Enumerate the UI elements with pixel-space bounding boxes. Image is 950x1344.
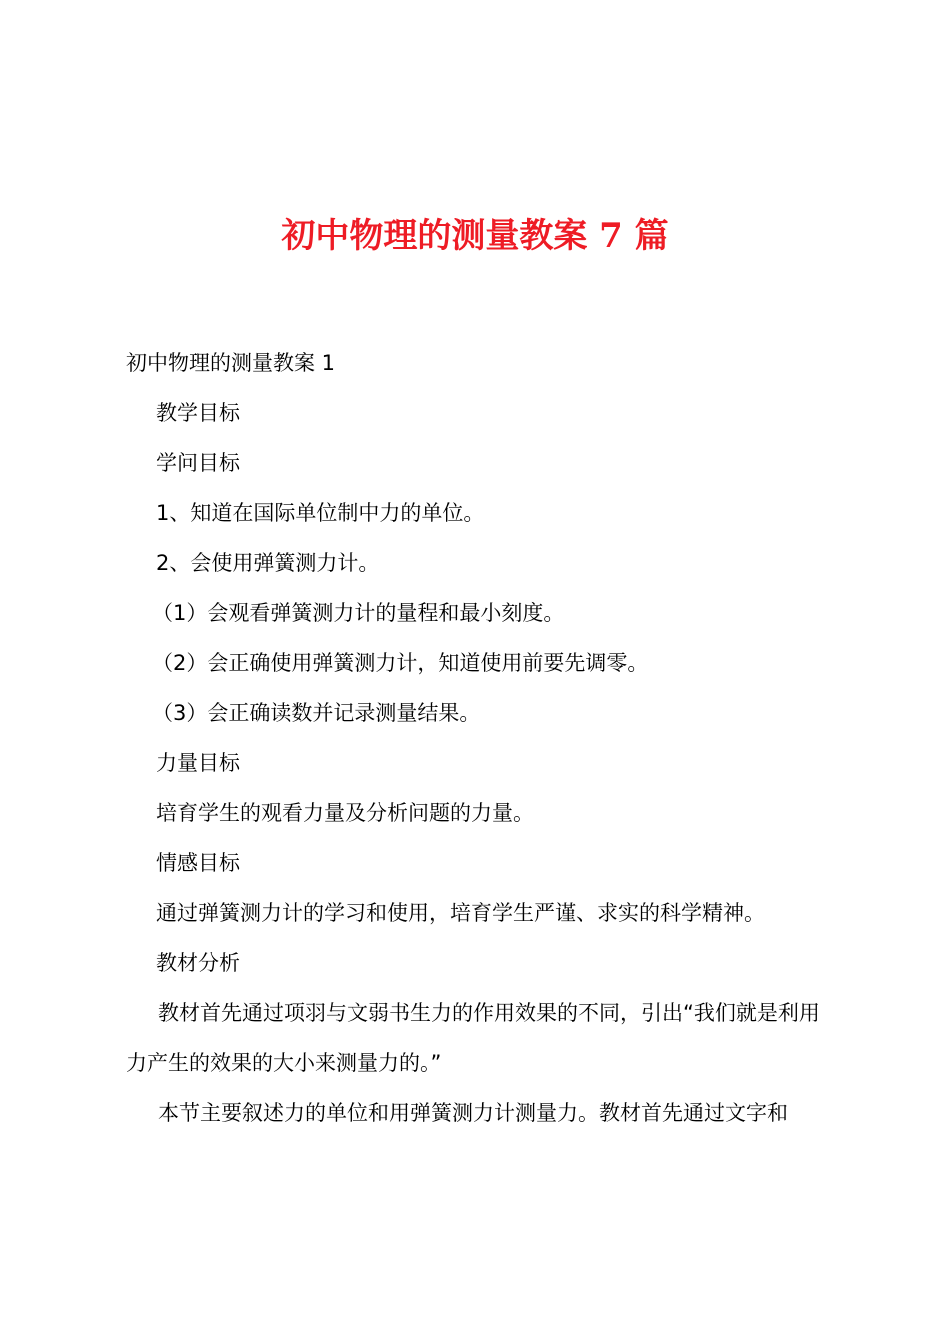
section-heading: 初中物理的测量教案 1 [126,351,336,375]
body-paragraph: 通过弹簧测力计的学习和使用，培育学生严谨、求实的科学精神。 [156,901,765,925]
list-item: 1、知道在国际单位制中力的单位。 [156,501,485,525]
body-paragraph: 培育学生的观看力量及分析问题的力量。 [156,801,534,825]
list-sub-item: （2）会正确使用弹簧测力计，知道使用前要先调零。 [152,651,649,675]
list-sub-item: （1）会观看弹簧测力计的量程和最小刻度。 [152,601,565,625]
document-body [126,338,836,1138]
body-paragraph: 教材首先通过项羽与文弱书生力的作用效果的不同，引出“我们就是利用力产生的效果的大小来测量力的。” [126,1001,820,1075]
body-paragraph: 本节主要叙述力的单位和用弹簧测力计测量力。教材首先通过文字和 [158,1101,788,1125]
subheading-teaching-goals: 教学目标 [156,401,240,425]
subheading-emotion-goals: 情感目标 [156,851,240,875]
list-item: 2、会使用弹簧测力计。 [156,551,380,575]
document-title: 初中物理的测量教案 7 篇 [281,216,669,256]
subheading-material-analysis: 教材分析 [156,951,240,975]
list-sub-item: （3）会正确读数并记录测量结果。 [152,701,481,725]
subheading-knowledge-goals: 学问目标 [156,451,240,475]
subheading-ability-goals: 力量目标 [156,751,240,775]
